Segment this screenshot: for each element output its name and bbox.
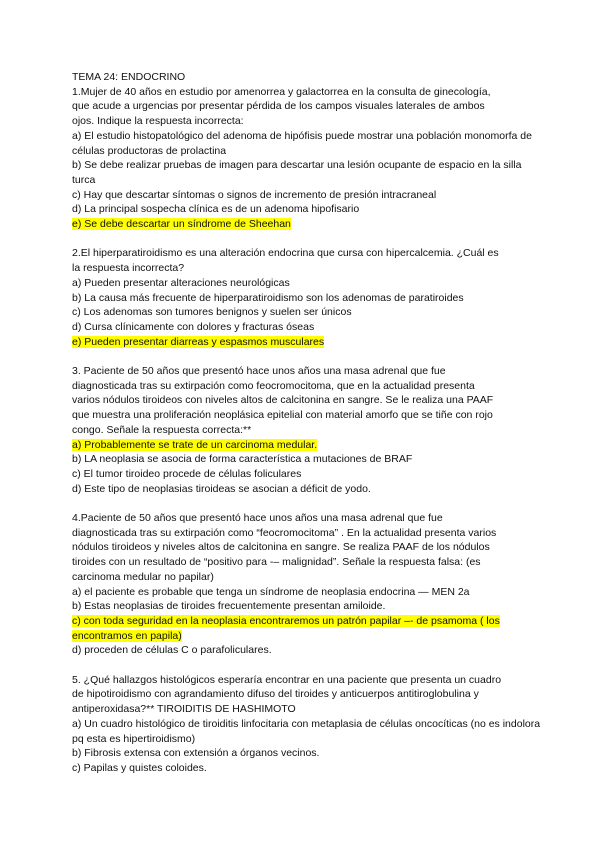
question-5-option-c: c) Papilas y quistes coloides. bbox=[72, 761, 207, 774]
question-5-option-b: b) Fibrosis extensa con extensión a órganos vecinos. bbox=[72, 747, 320, 760]
document-page bbox=[72, 70, 542, 776]
question-3-option-d: d) Este tipo de neoplasias tiroideas se asocian a déficit de yodo. bbox=[72, 482, 371, 495]
question-3-option-c: c) El tumor tiroideo procede de células foliculares bbox=[72, 467, 302, 480]
question-2-stem-line: la respuesta incorrecta? bbox=[72, 262, 185, 275]
question-1-stem-line: que acude a urgencias por presentar pérdida de los campos visuales laterales de ambos bbox=[72, 100, 485, 113]
document-title: TEMA 24: ENDOCRINO bbox=[72, 71, 186, 83]
question-2-option-c: c) Los adenomas son tumores benignos y suelen ser únicos bbox=[72, 306, 352, 319]
question-3-option-b: b) LA neoplasia se asocia de forma característica a mutaciones de BRAF bbox=[72, 453, 413, 466]
question-2-option-b: b) La causa más frecuente de hiperparatiroidismo son los adenomas de paratiroides bbox=[72, 291, 464, 304]
question-5-stem-line: 5. ¿Qué hallazgos histológicos esperaría encontrar en una paciente que presenta un cuadro bbox=[72, 673, 502, 686]
question-3 bbox=[72, 364, 542, 496]
question-5 bbox=[72, 673, 542, 776]
question-4-stem-line: tiroides con un resultado de “positivo para -– malignidad”. Señale la respuesta falsa: (es bbox=[72, 556, 481, 569]
question-2 bbox=[72, 246, 542, 349]
question-4-option-a: a) el paciente es probable que tenga un síndrome de neoplasia endocrina — MEN 2a bbox=[72, 585, 470, 598]
question-4-stem-line: diagnosticada tras su extirpación como “feocromocitoma” . En la actualidad presenta varios bbox=[72, 526, 497, 539]
question-2-stem-line: 2.El hiperparatiroidismo es una alteración endocrina que cursa con hipercalcemia. ¿Cuál es bbox=[72, 247, 499, 260]
question-1-option-e-highlighted: e) Se debe descartar un síndrome de Sheehan bbox=[72, 218, 291, 231]
question-2-option-a: a) Pueden presentar alteraciones neurológicas bbox=[72, 276, 290, 289]
question-4-option-b: b) Estas neoplasias de tiroides frecuentemente presentan amiloide. bbox=[72, 600, 386, 613]
question-3-stem-line: varios nódulos tiroideos con niveles altos de calcitonina en sangre. Se le realiza una PAAF bbox=[72, 394, 494, 407]
question-5-stem-line: de hipotiroidismo con agrandamiento difuso del tiroides y anticuerpos antitiroglobulina y bbox=[72, 688, 479, 701]
question-4-stem-line: 4.Paciente de 50 años que presentó hace unos años una masa adrenal que fue bbox=[72, 512, 443, 525]
question-3-stem-line: congo. Señale la respuesta correcta:** bbox=[72, 423, 252, 436]
question-1 bbox=[72, 85, 542, 232]
question-3-stem-line: diagnosticada tras su extirpación como feocromocitoma, que en la actualidad presenta bbox=[72, 379, 475, 392]
question-1-option-c: c) Hay que descartar síntomas o signos de incremento de presión intracraneal bbox=[72, 188, 437, 201]
question-1-stem-line: ojos. Indique la respuesta incorrecta: bbox=[72, 115, 244, 128]
question-1-option-d: d) La principal sospecha clínica es de un adenoma hipofisario bbox=[72, 203, 360, 216]
question-3-stem-line: 3. Paciente de 50 años que presentó hace unos años una masa adrenal que fue bbox=[72, 365, 446, 378]
question-4-stem-line: carcinoma medular no papilar) bbox=[72, 570, 214, 583]
question-4-stem-line: nódulos tiroideos y niveles altos de calcitonina en sangre. Se realiza PAAF de los nódulos bbox=[72, 541, 490, 554]
question-2-option-e-highlighted: e) Pueden presentar diarreas y espasmos musculares bbox=[72, 335, 325, 348]
question-2-option-d: d) Cursa clínicamente con dolores y fracturas óseas bbox=[72, 320, 315, 333]
question-5-option-a: a) Un cuadro histológico de tiroiditis linfocitaria con metaplasia de células oncocíticas (no es indolora pq esta es hipertiroidismo) bbox=[72, 717, 541, 745]
question-1-stem-line: 1.Mujer de 40 años en estudio por amenorrea y galactorrea en la consulta de ginecología, bbox=[72, 85, 491, 98]
question-4-option-c-highlighted: c) con toda seguridad en la neoplasia encontraremos un patrón papilar –- de psamoma ( los encontramos en papila) bbox=[72, 614, 500, 642]
question-3-stem-line: que muestra una proliferación neoplásica epitelial con material amorfo que se tiñe con rojo bbox=[72, 409, 493, 422]
question-4-option-d: d) proceden de células C o parafoliculares. bbox=[72, 644, 272, 657]
question-3-option-a-highlighted: a) Probablemente se trate de un carcinoma medular. bbox=[72, 438, 318, 451]
question-4 bbox=[72, 511, 542, 658]
question-5-stem-line: antiperoxidasa?** TIROIDITIS DE HASHIMOTO bbox=[72, 703, 296, 716]
question-1-option-a: a) El estudio histopatológico del adenoma de hipófisis puede mostrar una población monomorfa de células productoras de prolactina bbox=[72, 129, 532, 157]
question-1-option-b: b) Se debe realizar pruebas de imagen para descartar una lesión ocupante de espacio en la silla turca bbox=[72, 159, 522, 186]
